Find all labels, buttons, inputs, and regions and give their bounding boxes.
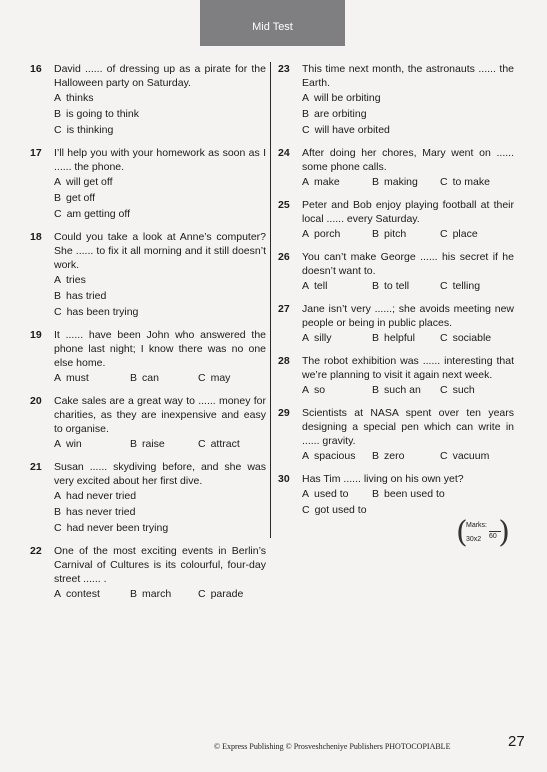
answer-options <box>302 279 514 295</box>
option-letter: A <box>302 176 310 188</box>
question-number: 30 <box>278 473 290 485</box>
answer-option[interactable] <box>302 91 442 105</box>
option-text: is going to think <box>66 108 139 120</box>
answer-option[interactable] <box>130 587 198 601</box>
option-text: may <box>210 372 231 384</box>
answer-option[interactable] <box>302 383 372 397</box>
answer-options <box>54 437 266 453</box>
option-letter: A <box>302 488 310 500</box>
answer-option[interactable] <box>54 289 124 303</box>
option-letter: A <box>302 228 310 240</box>
question-text: After doing her chores, Mary went on ...... some phone calls. <box>302 147 514 173</box>
answer-option[interactable] <box>302 227 372 241</box>
option-letter: A <box>54 372 62 384</box>
option-letter: A <box>54 588 62 600</box>
answer-option[interactable] <box>54 91 130 105</box>
question-text: Has Tim ...... living on his own yet? <box>302 473 464 485</box>
question-text: Cake sales are a great way to ...... money for charities, as they are inexpensive and easy to organise. <box>54 395 266 435</box>
option-text: helpful <box>384 332 415 344</box>
answer-options <box>302 175 514 191</box>
question-16 <box>30 62 266 139</box>
question-text: I’ll help you with your homework as soon as I ...... the phone. <box>54 147 266 173</box>
answer-option[interactable] <box>54 107 194 121</box>
question-number: 21 <box>30 461 42 473</box>
marks-box <box>456 515 510 550</box>
answer-options <box>302 487 514 519</box>
option-letter: B <box>372 384 380 396</box>
option-text: will have orbited <box>314 124 390 136</box>
question-18 <box>30 230 266 321</box>
answer-option[interactable] <box>440 227 510 241</box>
question-20 <box>30 394 266 453</box>
answer-option[interactable] <box>440 331 510 345</box>
option-letter: A <box>54 490 62 502</box>
option-text: march <box>142 588 172 600</box>
option-letter: C <box>54 208 62 220</box>
option-text: is thinking <box>66 124 114 136</box>
question-text: The robot exhibition was ...... interesting that we’re planning to visit it again next week. <box>302 355 514 381</box>
question-number: 16 <box>30 63 42 75</box>
option-letter: A <box>302 384 310 396</box>
option-text: will be orbiting <box>314 92 381 104</box>
question-number: 24 <box>278 147 290 159</box>
option-letter: A <box>302 450 310 462</box>
answer-options <box>302 449 514 465</box>
answer-option[interactable] <box>54 191 124 205</box>
question-23 <box>278 62 514 139</box>
answer-option[interactable] <box>302 123 514 137</box>
question-number: 29 <box>278 407 290 419</box>
answer-option[interactable] <box>372 227 440 241</box>
option-text: such an <box>384 384 421 396</box>
option-text: raise <box>142 438 165 450</box>
question-text: You can’t make George ...... his secret if he doesn’t want to. <box>302 251 514 277</box>
question-text: Scientists at NASA spent over ten years designing a special pen which can write in ...... gravity. <box>302 407 514 447</box>
option-text: pitch <box>384 228 407 240</box>
option-text: sociable <box>452 332 492 344</box>
answer-option[interactable] <box>54 587 130 601</box>
option-letter: C <box>440 332 448 344</box>
option-text: contest <box>66 588 100 600</box>
option-letter: A <box>54 274 62 286</box>
option-letter: C <box>302 124 310 136</box>
answer-option[interactable] <box>372 487 492 501</box>
option-text: must <box>66 372 89 384</box>
question-28 <box>278 354 514 399</box>
footer-copyright: © Express Publishing © Prosveshcheniye Publishers PHOTOCOPIABLE <box>214 742 451 751</box>
header-band <box>200 0 345 46</box>
question-26 <box>278 250 514 295</box>
option-letter: B <box>54 290 62 302</box>
question-number: 22 <box>30 545 42 557</box>
option-text: so <box>314 384 326 396</box>
answer-option[interactable] <box>54 521 266 535</box>
question-text: Susan ...... skydiving before, and she was very excited about her first dive. <box>54 461 266 487</box>
option-text: attract <box>210 438 240 450</box>
option-text: porch <box>314 228 341 240</box>
option-letter: C <box>198 438 206 450</box>
option-letter: B <box>302 108 310 120</box>
answer-options <box>54 489 266 537</box>
marks-paren-right: ) <box>498 515 510 550</box>
question-21 <box>30 460 266 537</box>
option-letter: A <box>54 92 62 104</box>
answer-options <box>54 273 266 321</box>
option-letter: A <box>54 176 62 188</box>
option-text: such <box>452 384 475 396</box>
answer-option[interactable] <box>54 305 266 319</box>
answer-options <box>54 587 266 603</box>
option-letter: C <box>440 450 448 462</box>
question-27 <box>278 302 514 347</box>
answer-option[interactable] <box>54 437 130 451</box>
option-letter: A <box>302 332 310 344</box>
answer-option[interactable] <box>198 371 258 385</box>
option-letter: A <box>302 92 310 104</box>
marks-multiplier: 30x2 <box>466 536 482 543</box>
answer-options <box>302 91 514 139</box>
answer-option[interactable] <box>302 449 372 463</box>
option-letter: A <box>302 280 310 292</box>
option-text: are orbiting <box>314 108 367 120</box>
option-letter: C <box>54 124 62 136</box>
answer-option[interactable] <box>302 487 372 501</box>
option-letter: C <box>440 384 448 396</box>
question-19 <box>30 328 266 387</box>
question-number: 20 <box>30 395 42 407</box>
question-text: David ...... of dressing up as a pirate for the Halloween party on Saturday. <box>54 63 266 89</box>
option-letter: B <box>54 108 62 120</box>
marks-label: Marks: <box>466 522 487 529</box>
question-text: It ...... have been John who answered the phone last night; I know there was no one else home. <box>54 329 266 369</box>
answer-option[interactable] <box>372 279 440 293</box>
option-text: vacuum <box>452 450 490 462</box>
answer-option[interactable] <box>54 489 266 503</box>
question-text: Could you take a look at Anne’s computer? She ...... to fix it all morning and it still doesn’t work. <box>54 231 266 271</box>
option-text: had never tried <box>66 490 137 502</box>
question-text: Jane isn’t very ......; she avoids meeting new people or being in public places. <box>302 303 514 329</box>
option-text: tries <box>66 274 86 286</box>
question-text: This time next month, the astronauts ...... the Earth. <box>302 63 514 89</box>
option-letter: C <box>302 504 310 516</box>
option-letter: C <box>198 372 206 384</box>
answer-options <box>302 227 514 243</box>
answer-option[interactable] <box>198 437 258 451</box>
answer-option[interactable] <box>130 437 198 451</box>
question-number: 27 <box>278 303 290 315</box>
option-text: been used to <box>384 488 445 500</box>
option-letter: B <box>54 506 62 518</box>
answer-option[interactable] <box>440 449 510 463</box>
question-30 <box>278 472 514 519</box>
answer-option[interactable] <box>130 371 198 385</box>
option-text: silly <box>314 332 332 344</box>
answer-option[interactable] <box>54 371 130 385</box>
question-text: Peter and Bob enjoy playing football at their local ...... every Saturday. <box>302 199 514 225</box>
marks-paren-left: ( <box>456 515 468 550</box>
option-text: thinks <box>66 92 94 104</box>
option-letter: C <box>198 588 206 600</box>
question-number: 26 <box>278 251 290 263</box>
option-text: zero <box>384 450 405 462</box>
option-text: used to <box>314 488 349 500</box>
question-text: One of the most exciting events in Berlin’s Carnival of Cultures is its colourful, four-day street ...... . <box>54 545 266 585</box>
page-title: Mid Test <box>252 21 293 33</box>
option-text: win <box>66 438 82 450</box>
option-letter: A <box>54 438 62 450</box>
answer-option[interactable] <box>302 107 382 121</box>
answer-option[interactable] <box>54 175 198 189</box>
option-text: making <box>384 176 418 188</box>
option-text: tell <box>314 280 328 292</box>
question-29 <box>278 406 514 465</box>
page-number: 27 <box>508 733 525 750</box>
answer-option[interactable] <box>54 123 266 137</box>
option-text: get off <box>66 192 96 204</box>
option-letter: C <box>54 306 62 318</box>
answer-options <box>302 383 514 399</box>
option-text: spacious <box>314 450 356 462</box>
option-text: can <box>142 372 159 384</box>
left-column <box>30 62 266 603</box>
marks-total: 60 <box>489 533 497 540</box>
right-column <box>278 62 514 519</box>
question-number: 23 <box>278 63 290 75</box>
answer-option[interactable] <box>302 503 514 517</box>
option-letter: B <box>372 280 380 292</box>
answer-option[interactable] <box>54 273 198 287</box>
option-letter: B <box>372 488 380 500</box>
option-letter: C <box>440 176 448 188</box>
answer-option[interactable] <box>54 505 266 519</box>
option-text: place <box>452 228 478 240</box>
option-letter: B <box>54 192 62 204</box>
answer-option[interactable] <box>302 175 372 189</box>
answer-options <box>54 371 266 387</box>
answer-option[interactable] <box>372 449 440 463</box>
question-number: 19 <box>30 329 42 341</box>
option-text: has been trying <box>66 306 139 318</box>
option-text: to tell <box>384 280 410 292</box>
option-letter: B <box>130 438 138 450</box>
question-number: 25 <box>278 199 290 211</box>
option-text: am getting off <box>66 208 131 220</box>
option-text: make <box>314 176 340 188</box>
option-letter: B <box>372 332 380 344</box>
option-text: has never tried <box>66 506 136 518</box>
answer-option[interactable] <box>440 175 510 189</box>
answer-option[interactable] <box>54 207 266 221</box>
question-17 <box>30 146 266 223</box>
answer-options <box>54 175 266 223</box>
option-letter: B <box>130 588 138 600</box>
question-22 <box>30 544 266 603</box>
answer-option[interactable] <box>440 383 510 397</box>
question-number: 17 <box>30 147 42 159</box>
option-letter: B <box>372 450 380 462</box>
answer-option[interactable] <box>198 587 258 601</box>
question-number: 28 <box>278 355 290 367</box>
option-text: had never been trying <box>66 522 169 534</box>
question-25 <box>278 198 514 243</box>
option-letter: C <box>54 522 62 534</box>
option-text: to make <box>452 176 490 188</box>
answer-option[interactable] <box>302 331 372 345</box>
option-text: telling <box>452 280 481 292</box>
answer-options <box>302 331 514 347</box>
answer-options <box>54 91 266 139</box>
option-text: parade <box>210 588 244 600</box>
option-text: will get off <box>66 176 113 188</box>
option-text: got used to <box>314 504 367 516</box>
option-letter: B <box>130 372 138 384</box>
option-letter: C <box>440 280 448 292</box>
option-letter: B <box>372 228 380 240</box>
answer-option[interactable] <box>302 279 372 293</box>
option-letter: C <box>440 228 448 240</box>
option-letter: B <box>372 176 380 188</box>
answer-option[interactable] <box>440 279 510 293</box>
answer-option[interactable] <box>372 331 440 345</box>
column-divider <box>270 62 271 538</box>
answer-option[interactable] <box>372 383 440 397</box>
question-number: 18 <box>30 231 42 243</box>
question-24 <box>278 146 514 191</box>
option-text: has tried <box>66 290 107 302</box>
answer-option[interactable] <box>372 175 440 189</box>
